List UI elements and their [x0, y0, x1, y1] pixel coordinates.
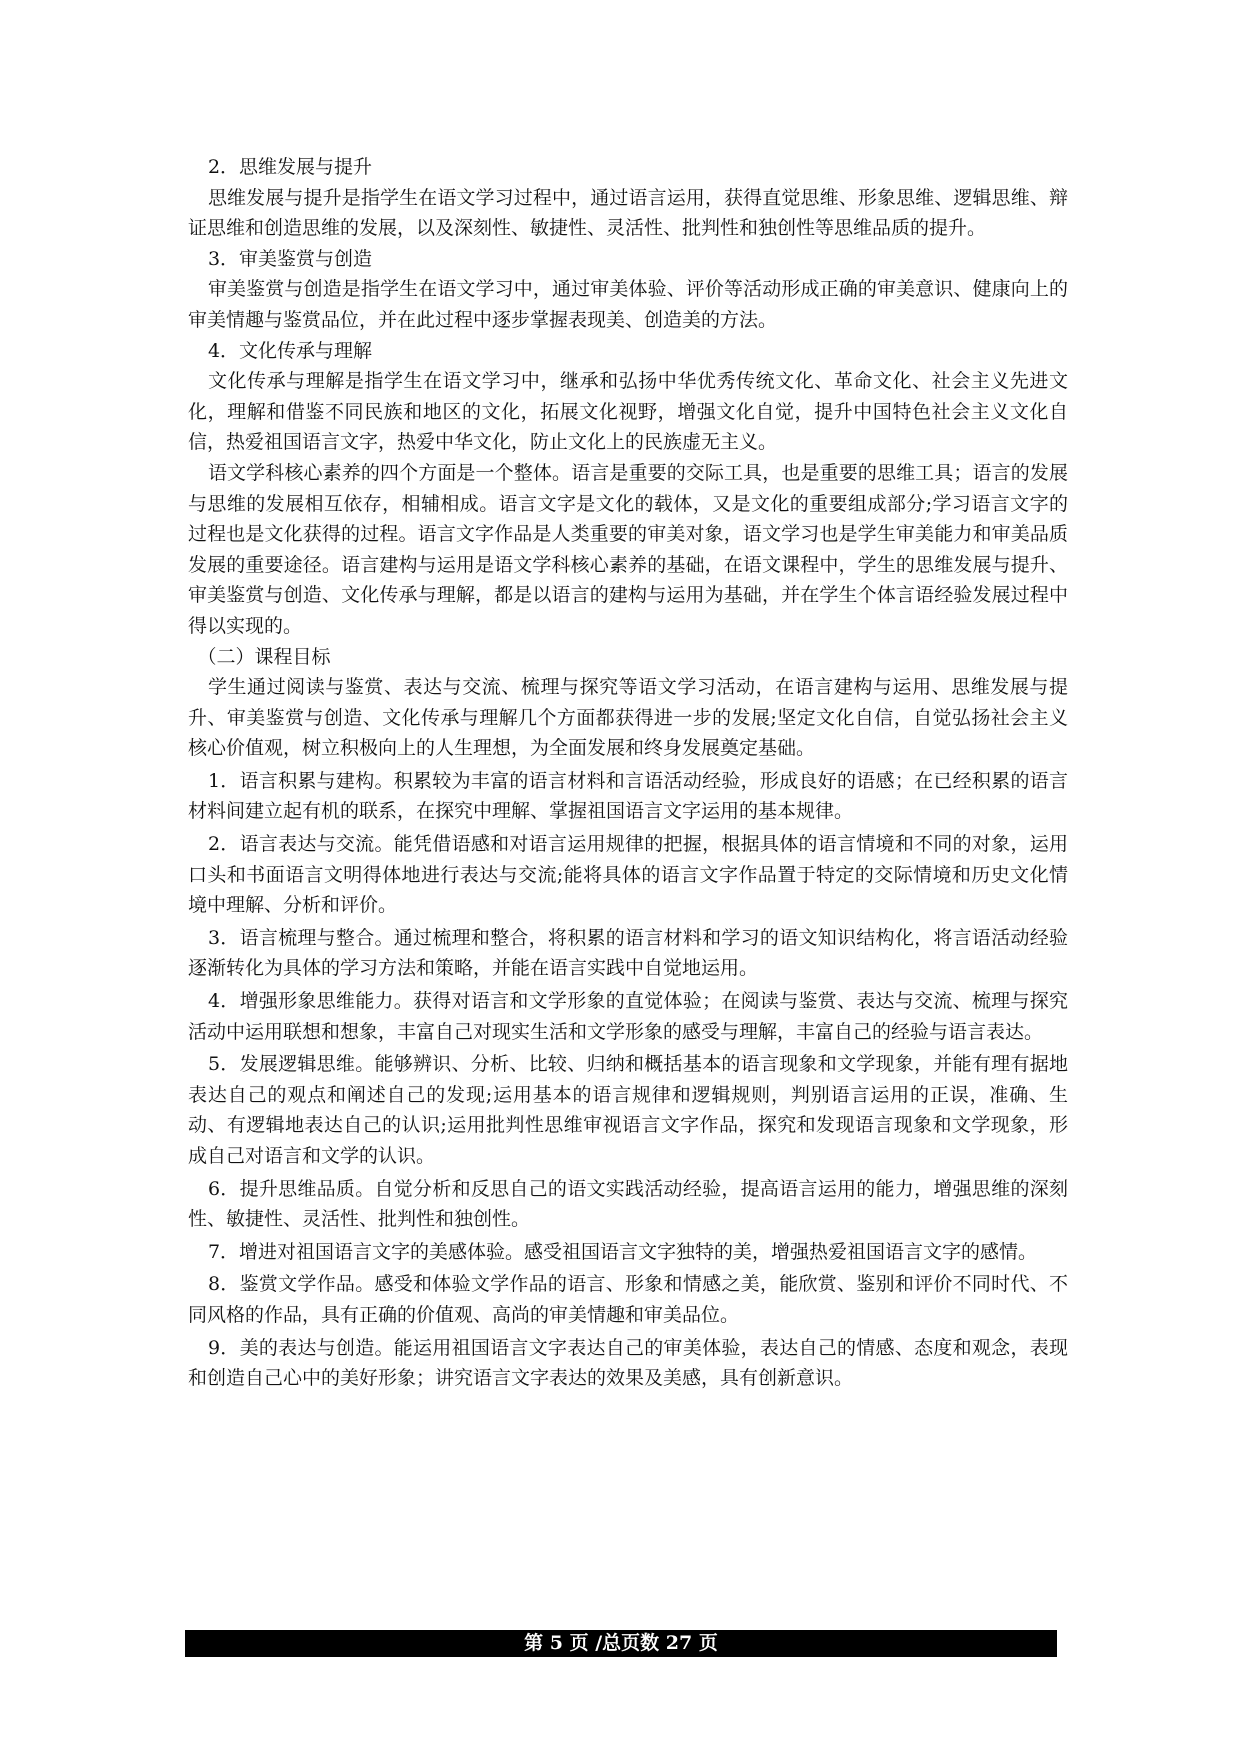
section-heading-aesthetics: 3．审美鉴赏与创造: [207, 247, 373, 270]
page-footer: [185, 1630, 1057, 1657]
goal-item-9: 9．美的表达与创造。能运用祖国语言文字表达自己的审美体验，表达自己的情感、态度和观念，表现和创造自己心中的美好形象；讲究语言文字表达的效果及美感，具有创新意识。: [188, 1336, 1068, 1390]
goal-item-8: 8．鉴赏文学作品。感受和体验文学作品的语言、形象和情感之美，能欣赏、鉴别和评价不同时代、不同风格的作品，具有正确的价值观、高尚的审美情趣和审美品位。: [188, 1273, 1068, 1326]
goal-item-5: 5．发展逻辑思维。能够辨识、分析、比较、归纳和概括基本的语言现象和文学现象，并能有理有据地表达自己的观点和阐述自己的发现;运用基本的语言规律和逻辑规则，判别语言运用的正误，准确、生动、有逻辑地表达自己的认识;运用批判性思维审视语言文字作品，探究和发现语言现象和文学现象，形成自己对语言和文学的认识。: [188, 1053, 1068, 1167]
paragraph-course-goals-intro: 学生通过阅读与鉴赏、表达与交流、梳理与探究等语文学习活动，在语言建构与运用、思维发展与提升、审美鉴赏与创造、文化传承与理解几个方面都获得进一步的发展;坚定文化自信，自觉弘扬社会主义核心价值观，树立积极向上的人生理想，为全面发展和终身发展奠定基础。: [188, 676, 1068, 760]
section-heading-culture: 4．文化传承与理解: [207, 339, 373, 362]
goal-item-2: 2．语言表达与交流。能凭借语感和对语言运用规律的把握，根据具体的语言情境和不同的对象，运用口头和书面语言文明得体地进行表达与交流;能将具体的语言文字作品置于特定的交际情境和历史文化情境中理解、分析和评价。: [188, 833, 1068, 917]
paragraph-thinking: 思维发展与提升是指学生在语文学习过程中，通过语言运用，获得直觉思维、形象思维、逻辑思维、辩证思维和创造思维的发展，以及深刻性、敏捷性、灵活性、批判性和独创性等思维品质的提升。: [188, 186, 1068, 240]
paragraph-core-literacy-summary: 语文学科核心素养的四个方面是一个整体。语言是重要的交际工具，也是重要的思维工具；语言的发展与思维的发展相互依存，相辅相成。语言文字是文化的载体，又是文化的重要组成部分;学习语言文字的过程也是文化获得的过程。语言文字作品是人类重要的审美对象，语文学习也是学生审美能力和审美品质发展的重要途径。语言建构与运用是语文学科核心素养的基础，在语文课程中，学生的思维发展与提升、审美鉴赏与创造、文化传承与理解，都是以语言的建构与运用为基础，并在学生个体言语经验发展过程中得以实现的。: [188, 461, 1068, 637]
goal-item-4: 4．增强形象思维能力。获得对语言和文学形象的直觉体验；在阅读与鉴赏、表达与交流、梳理与探究活动中运用联想和想象，丰富自己对现实生活和文学形象的感受与理解，丰富自己的经验与语言表达。: [188, 990, 1068, 1043]
section-heading-thinking: 2．思维发展与提升: [207, 156, 373, 178]
section-heading-course-goals: （二）课程目标: [197, 645, 331, 668]
goal-item-6: 6．提升思维品质。自觉分析和反思自己的语文实践活动经验，提高语言运用的能力，增强思维的深刻性、敏捷性、灵活性、批判性和独创性。: [188, 1177, 1068, 1231]
goal-item-3: 3．语言梳理与整合。通过梳理和整合，将积累的语言材料和学习的语文知识结构化，将言语活动经验逐渐转化为具体的学习方法和策略，并能在语言实践中自觉地运用。: [188, 926, 1068, 980]
page-number-label: 第 5 页 /总页数 27 页: [524, 1632, 718, 1654]
document-body: [188, 152, 1068, 1394]
paragraph-aesthetics: 审美鉴赏与创造是指学生在语文学习中，通过审美体验、评价等活动形成正确的审美意识、健康向上的审美情趣与鉴赏品位，并在此过程中逐步掌握表现美、创造美的方法。: [188, 278, 1068, 331]
goal-item-1: 1．语言积累与建构。积累较为丰富的语言材料和言语活动经验，形成良好的语感；在已经积累的语言材料间建立起有机的联系，在探究中理解、掌握祖国语言文字运用的基本规律。: [188, 769, 1068, 823]
goal-item-7: 7．增进对祖国语言文字的美感体验。感受祖国语言文字独特的美，增强热爱祖国语言文字的感情。: [207, 1240, 1038, 1263]
paragraph-culture: 文化传承与理解是指学生在语文学习中，继承和弘扬中华优秀传统文化、革命文化、社会主义先进文化，理解和借鉴不同民族和地区的文化，拓展文化视野，增强文化自觉，提升中国特色社会主义文化自信，热爱祖国语言文字，热爱中华文化，防止文化上的民族虚无主义。: [188, 370, 1068, 454]
